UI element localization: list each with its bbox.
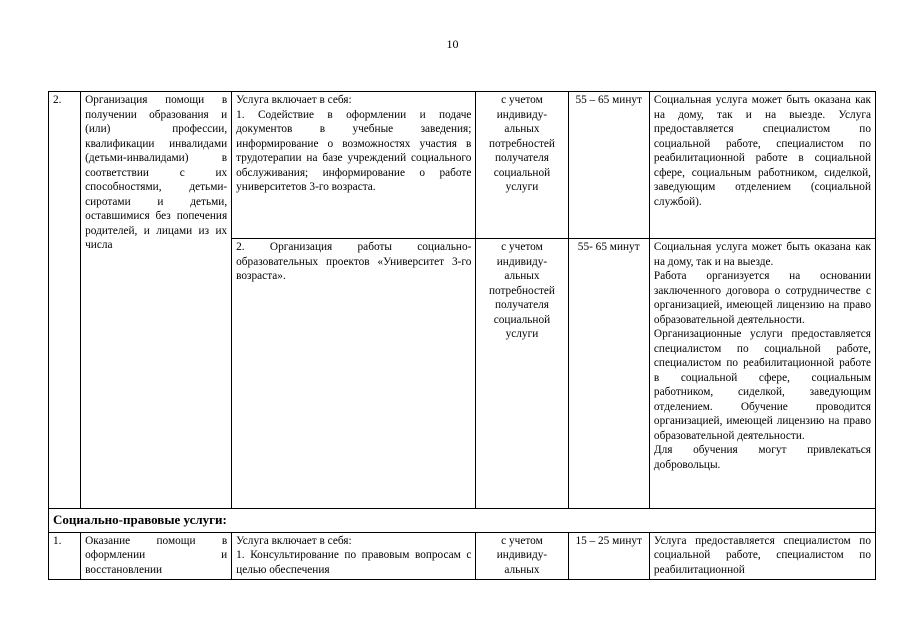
page-number: 10	[446, 37, 459, 51]
description-item: 1. Консультирование по правовым вопросам с целью обеспечения	[236, 549, 472, 576]
note-paragraph: Организационные услуги предоставляется специалистом по социальной работе, специалистом по реабилитационной работе в социальной сфере, социальным работником, сиделкой, заведующим отделением. Обучение проводится организацией, имеющей лицензию на право образовательной деятельности.	[653, 328, 871, 442]
section-row	[49, 509, 876, 533]
description-intro: Услуга включает в себя:	[236, 94, 352, 106]
service-description	[232, 532, 476, 580]
note-paragraph: Для обучения могут привлекаться добровольцы.	[653, 444, 871, 471]
service-note: Социальная услуга может быть оказана как на дому, так и на выезде. Услуга предоставляется специалистом по социальной работе, специалистом по реабилитационной работе в социальной сфере, социальным работником, сиделкой, заведующим отделением (социальной службой).	[649, 92, 875, 239]
service-description: 2. Организация работы социально-образовательных проектов «Университет 3-го возраста».	[232, 239, 476, 509]
service-time: 15 – 25 минут	[568, 532, 649, 580]
row-number: 2.	[49, 92, 81, 509]
service-time: 55- 65 минут	[568, 239, 649, 509]
service-note	[649, 239, 875, 509]
table-row	[49, 92, 876, 239]
row-number: 1.	[49, 532, 81, 580]
service-condition: с учетом индивиду-альных	[476, 532, 568, 580]
service-name: Оказание помощи в оформлении и восстановлении	[81, 532, 232, 580]
description-item: 1. Содействие в оформлении и подаче документов в учебные заведения; информирование о возможностях участия в трудотерапии на базе учреждений социального обслуживания; информирование о работе университетов 3-го возраста.	[236, 108, 472, 193]
service-condition: с учетом индивиду-альных потребностей получателя социальной услуги	[476, 92, 568, 239]
service-time: 55 – 65 минут	[568, 92, 649, 239]
description-intro: Услуга включает в себя:	[236, 534, 352, 547]
service-name: Организация помощи в получении образования и (или) профессии, квалификации инвалидами (детьми-инвалидами) в соответствии с их способностями, детьми-сиротами и детьми, оставшимися без попечения родителей, и лицами из их числа	[81, 92, 232, 509]
service-note: Услуга предоставляется специалистом по социальной работе, специалистом по реабилитационной	[649, 532, 875, 580]
service-condition: с учетом индивиду-альных потребностей получателя социальной услуги	[476, 239, 568, 509]
services-table	[48, 91, 876, 580]
note-paragraph: Работа организуется на основании заключенного договора о сотрудничестве с организацией, имеющей лицензию на право образовательной деятельности.	[653, 270, 871, 326]
table-row	[49, 532, 876, 580]
service-description	[232, 92, 476, 239]
section-title: Социально-правовые услуги:	[49, 509, 876, 533]
note-paragraph: Социальная услуга может быть оказана как на дому, так и на выезде.	[653, 241, 871, 268]
